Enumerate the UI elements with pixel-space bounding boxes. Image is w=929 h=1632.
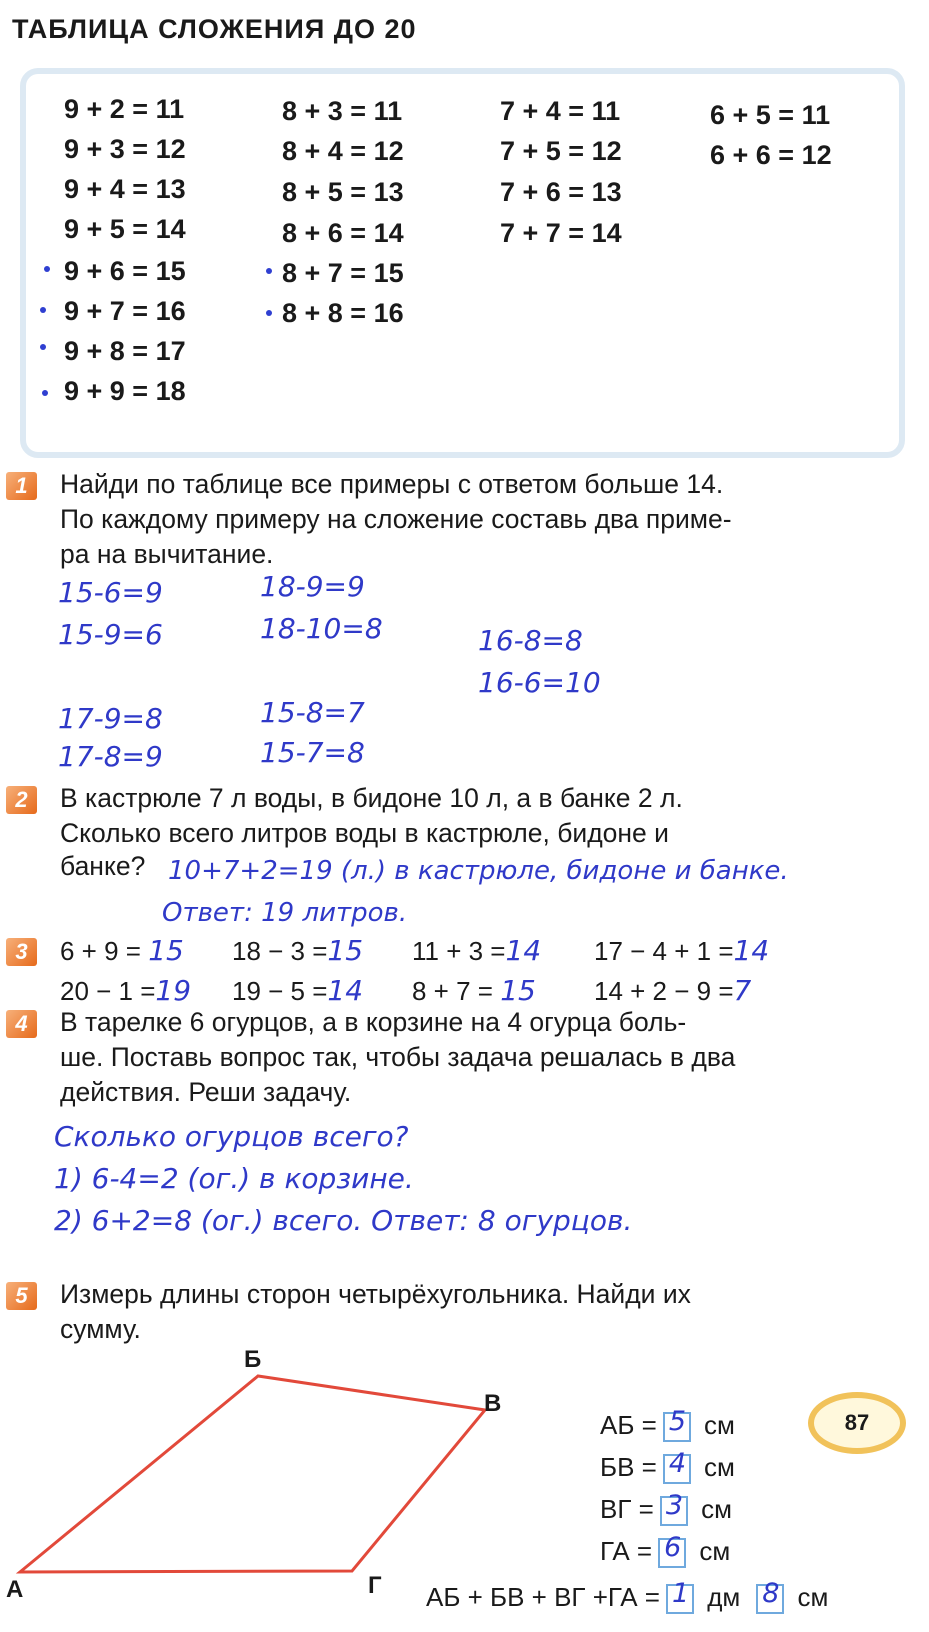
handwritten-answer: 17-8=9	[58, 740, 163, 773]
side-measure: АБ = 5 см	[600, 1410, 735, 1442]
vertex-label-v: В	[484, 1390, 502, 1417]
handwritten-answer: 7	[733, 974, 752, 1007]
handwritten-answer: 15	[500, 974, 536, 1007]
handwritten-answer: 19	[155, 974, 192, 1007]
task-number-badge: 3	[6, 938, 37, 966]
perimeter-sum: АБ + БВ + ВГ +ГА = 1 дм 8 см	[426, 1582, 828, 1614]
table-entry: 8 + 4 = 12	[282, 136, 404, 166]
table-entry: 9 + 6 = 15	[64, 256, 186, 286]
task-text-line: банке?	[60, 851, 146, 881]
handwritten-answer: 14	[327, 974, 364, 1007]
handwritten-answer: 14	[505, 934, 542, 967]
answer-box: 1	[666, 1584, 694, 1614]
handwritten-answer: 17-9=8	[58, 702, 163, 735]
table-entry: 8 + 7 = 15	[282, 258, 404, 288]
task-text-line: В тарелке 6 огурцов, а в корзине на 4 огурца боль-	[60, 1007, 687, 1037]
handwritten-solution: Сколько огурцов всего?	[54, 1120, 409, 1153]
page-number: 87	[808, 1392, 906, 1454]
marker-dot	[40, 307, 46, 313]
page-title: ТАБЛИЦА СЛОЖЕНИЯ ДО 20	[12, 14, 417, 44]
expression: 20 − 1 =19	[60, 974, 192, 1007]
marker-dot	[40, 344, 46, 350]
vertex-label-a: А	[6, 1576, 24, 1603]
table-entry: 7 + 4 = 11	[500, 96, 621, 126]
handwritten-answer: 15-8=7	[260, 696, 365, 729]
side-measure: ВГ = 3 см	[600, 1494, 732, 1526]
handwritten-answer: 15-9=6	[58, 618, 163, 651]
table-entry: 8 + 8 = 16	[282, 298, 404, 328]
expression: 6 + 9 = 15	[60, 934, 184, 967]
task-text-line: По каждому примеру на сложение составь два приме-	[60, 504, 732, 534]
task-text-line: Измерь длины сторон четырёхугольника. Найди их	[60, 1279, 691, 1309]
answer-box: 3	[660, 1496, 688, 1526]
task-text-line: В кастрюле 7 л воды, в бидоне 10 л, а в банке 2 л.	[60, 783, 683, 813]
answer-box: 8	[756, 1584, 784, 1614]
table-entry: 8 + 6 = 14	[282, 218, 404, 248]
side-measure: БВ = 4 см	[600, 1452, 735, 1484]
table-entry: 6 + 6 = 12	[710, 140, 832, 170]
table-entry: 9 + 5 = 14	[64, 214, 186, 244]
handwritten-answer: 18-10=8	[260, 612, 383, 645]
task-text-line: Найди по таблице все примеры с ответом больше 14.	[60, 469, 724, 499]
handwritten-answer: 15-7=8	[260, 736, 365, 769]
marker-dot	[42, 390, 48, 396]
handwritten-answer: 15	[327, 934, 364, 967]
handwritten-answer: 15	[148, 934, 184, 967]
handwritten-answer: 18-9=9	[260, 570, 365, 603]
table-entry: 9 + 7 = 16	[64, 296, 186, 326]
quadrilateral-figure	[0, 1340, 520, 1580]
handwritten-solution: 10+7+2=19 (л.) в кастрюле, бидоне и банке.	[168, 856, 789, 886]
answer-box: 5	[663, 1412, 691, 1442]
vertex-label-g: Г	[368, 1572, 382, 1599]
table-entry: 7 + 7 = 14	[500, 218, 622, 248]
handwritten-answer: 16-8=8	[478, 624, 583, 657]
task-text-line: Сколько всего литров воды в кастрюле, бидоне и	[60, 818, 669, 848]
handwritten-answer: Ответ: 19 литров.	[162, 898, 408, 928]
table-entry: 9 + 9 = 18	[64, 376, 186, 406]
expression: 18 − 3 =15	[232, 934, 364, 967]
task-text-line: сумму.	[60, 1314, 141, 1344]
task-text-line: ше. Поставь вопрос так, чтобы задача решалась в два	[60, 1042, 736, 1072]
handwritten-answer: 16-6=10	[478, 666, 601, 699]
table-entry: 6 + 5 = 11	[710, 100, 831, 130]
marker-dot	[266, 310, 272, 316]
table-entry: 9 + 3 = 12	[64, 134, 186, 164]
expression: 14 + 2 − 9 =7	[594, 974, 752, 1007]
task-text-line: действия. Реши задачу.	[60, 1077, 352, 1107]
task-number-badge: 4	[6, 1010, 37, 1038]
side-measure: ГА = 6 см	[600, 1536, 730, 1568]
task-text-line: ра на вычитание.	[60, 539, 274, 569]
table-entry: 9 + 4 = 13	[64, 174, 186, 204]
table-entry: 9 + 8 = 17	[64, 336, 186, 366]
vertex-label-b: Б	[244, 1346, 262, 1373]
task-number-badge: 1	[6, 472, 37, 500]
expression: 17 − 4 + 1 =14	[594, 934, 770, 967]
task-number-badge: 5	[6, 1282, 37, 1310]
expression: 19 − 5 =14	[232, 974, 364, 1007]
expression: 8 + 7 = 15	[412, 974, 536, 1007]
answer-box: 6	[658, 1538, 686, 1568]
handwritten-answer: 14	[733, 934, 770, 967]
marker-dot	[44, 266, 50, 272]
quadrilateral	[20, 1376, 485, 1572]
answer-box: 4	[663, 1454, 691, 1484]
table-entry: 7 + 6 = 13	[500, 177, 622, 207]
table-entry: 9 + 2 = 11	[64, 94, 185, 124]
handwritten-solution: 1) 6-4=2 (ог.) в корзине.	[54, 1162, 414, 1195]
task-number-badge: 2	[6, 786, 37, 814]
handwritten-solution: 2) 6+2=8 (ог.) всего. Ответ: 8 огурцов.	[54, 1204, 633, 1237]
table-entry: 8 + 5 = 13	[282, 177, 404, 207]
expression: 11 + 3 =14	[412, 934, 542, 967]
marker-dot	[266, 268, 272, 274]
table-entry: 8 + 3 = 11	[282, 96, 403, 126]
handwritten-answer: 15-6=9	[58, 576, 163, 609]
table-entry: 7 + 5 = 12	[500, 136, 622, 166]
